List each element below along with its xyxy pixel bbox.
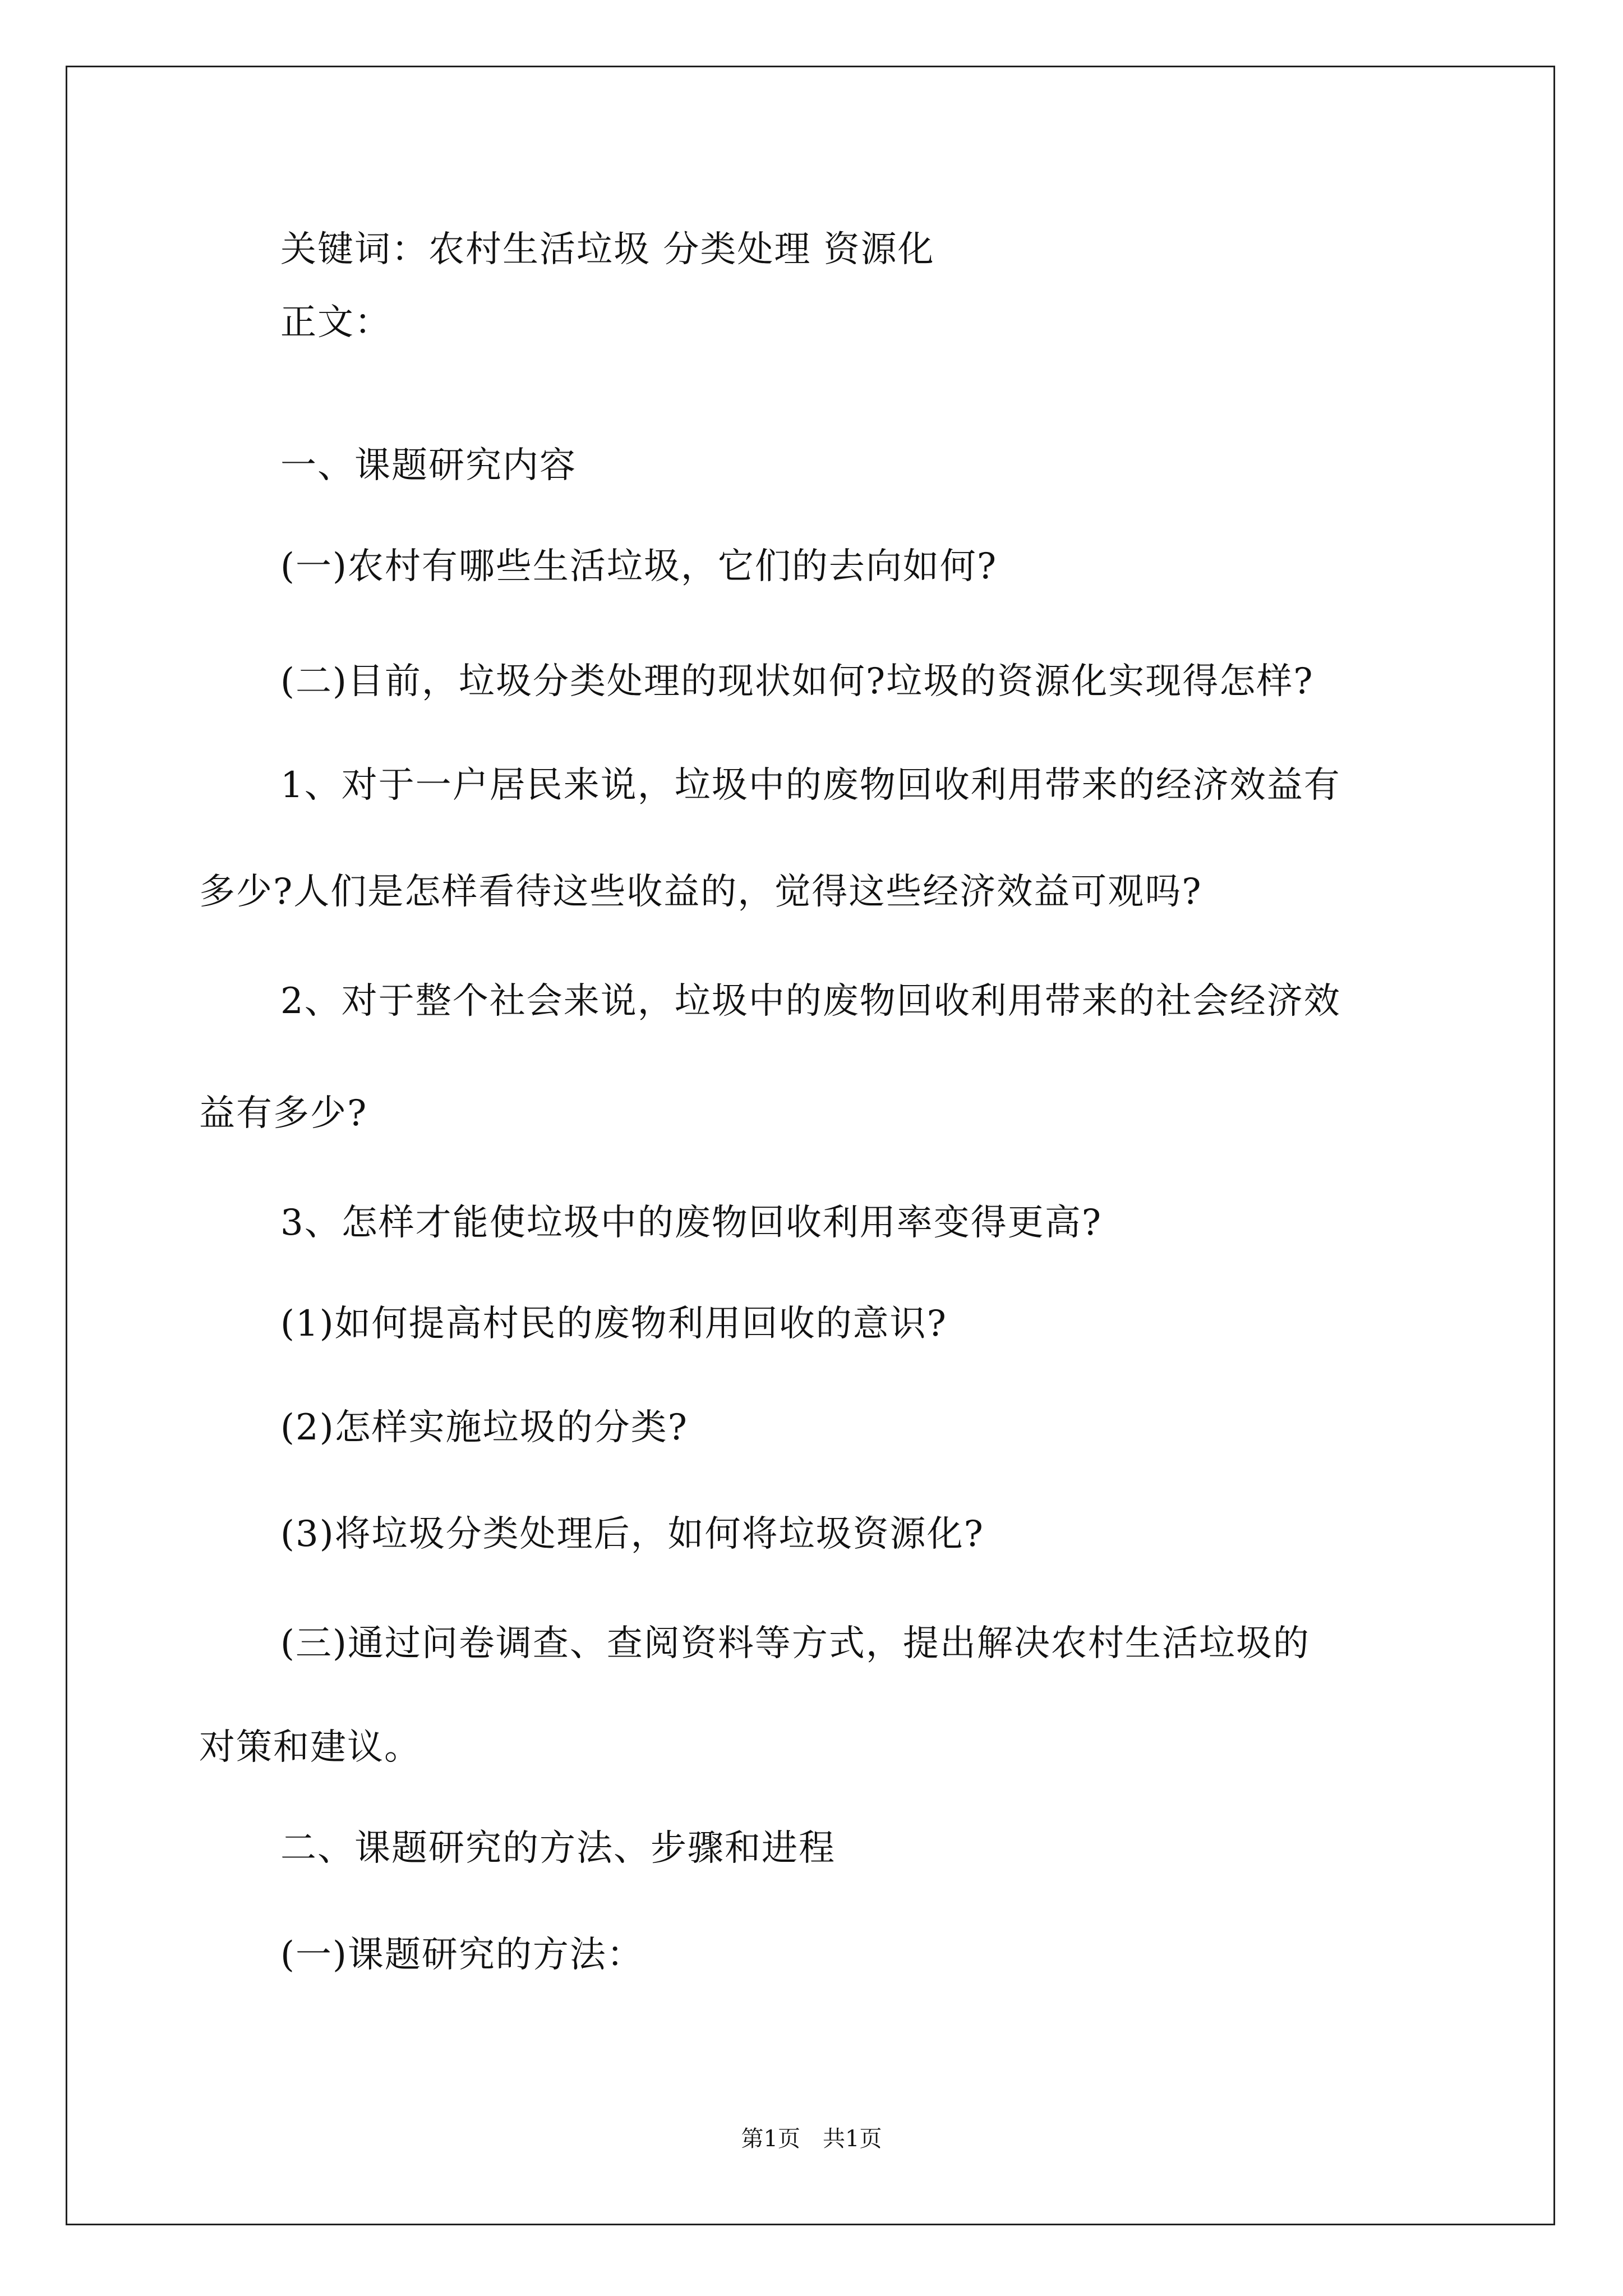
paragraph-line: (3)将垃圾分类处理后，如何将垃圾资源化? bbox=[280, 1513, 984, 1555]
paragraph-line: 3、怎样才能使垃圾中的废物回收利用率变得更高? bbox=[280, 1202, 1103, 1244]
body-heading: 正文： bbox=[280, 302, 391, 343]
paragraph-line: (二)目前，垃圾分类处理的现状如何?垃圾的资源化实现得怎样? bbox=[280, 661, 1314, 702]
paragraph-line: 2、对于整个社会来说，垃圾中的废物回收利用带来的社会经济效 bbox=[280, 981, 1341, 1022]
keywords-line: 关键词：农村生活垃圾 分类处理 资源化 bbox=[280, 229, 935, 270]
section-heading-1: 一、课题研究内容 bbox=[280, 445, 577, 486]
paragraph-line: (三)通过问卷调查、查阅资料等方式，提出解决农村生活垃圾的 bbox=[280, 1623, 1310, 1664]
paragraph-line: 对策和建议。 bbox=[199, 1727, 421, 1768]
paragraph-line: 多少?人们是怎样看待这些收益的，觉得这些经济效益可观吗? bbox=[199, 871, 1202, 913]
page-number-footer: 第1页 共1页 bbox=[741, 2126, 882, 2152]
paragraph-line: (一)农村有哪些生活垃圾，它们的去向如何? bbox=[280, 546, 998, 587]
paragraph-line: 益有多少? bbox=[199, 1093, 368, 1134]
paragraph-line: (1)如何提高村民的废物利用回收的意识? bbox=[280, 1303, 947, 1345]
subsection-heading: (一)课题研究的方法： bbox=[280, 1934, 644, 1976]
paragraph-line: 1、对于一户居民来说，垃圾中的废物回收利用带来的经济效益有 bbox=[280, 765, 1341, 806]
section-heading-2: 二、课题研究的方法、步骤和进程 bbox=[280, 1828, 836, 1869]
paragraph-line: (2)怎样实施垃圾的分类? bbox=[280, 1407, 688, 1448]
page-border bbox=[66, 66, 1555, 2225]
